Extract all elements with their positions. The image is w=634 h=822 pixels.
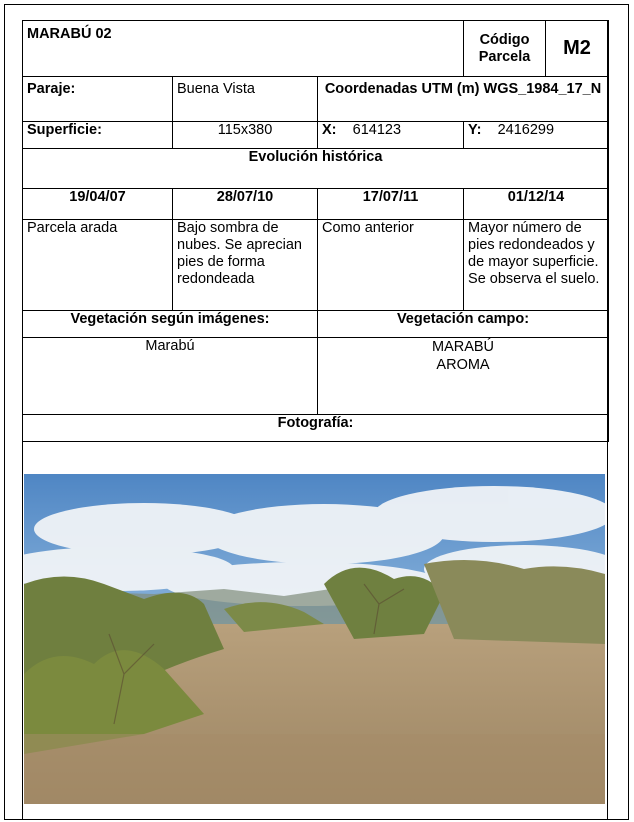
vegetation-images-label: Vegetación según imágenes: [23, 311, 318, 338]
plot-title: MARABÚ 02 [23, 21, 464, 77]
vegetation-field-label: Vegetación campo: [318, 311, 609, 338]
history-note: Parcela arada [23, 220, 173, 311]
vegetation-images-value: Marabú [23, 338, 318, 415]
history-title: Evolución histórica [23, 149, 609, 189]
history-date: 19/04/07 [23, 189, 173, 220]
coords-label: Coordenadas UTM (m) WGS_1984_17_N [318, 77, 609, 122]
paraje-label: Paraje: [23, 77, 173, 122]
history-note: Mayor número de pies redondeados y de mayor superficie. Se observa el suelo. [464, 220, 609, 311]
landscape-photo [24, 474, 605, 804]
surface-value: 115x380 [173, 122, 318, 149]
plot-code-value: M2 [546, 21, 609, 77]
history-date: 01/12/14 [464, 189, 609, 220]
y-coordinate [464, 122, 609, 149]
field-photo [24, 474, 605, 804]
surface-label: Superficie: [23, 122, 173, 149]
vegetation-field-item: AROMA [436, 357, 490, 373]
plot-code-label: Código Parcela [464, 21, 546, 77]
vegetation-field-item: MARABÚ [431, 339, 495, 355]
history-date: 28/07/10 [173, 189, 318, 220]
x-coordinate [318, 122, 464, 149]
history-note: Como anterior [318, 220, 464, 311]
photo-label: Fotografía: [23, 415, 609, 442]
x-label: X: [322, 122, 337, 138]
x-value: 614123 [352, 122, 402, 138]
history-date: 17/07/11 [318, 189, 464, 220]
plot-record-card [22, 20, 609, 442]
vegetation-field-values [318, 338, 609, 415]
y-label: Y: [468, 122, 482, 138]
paraje-value: Buena Vista [173, 77, 318, 122]
history-note: Bajo sombra de nubes. Se aprecian pies de forma redondeada [173, 220, 318, 311]
y-value: 2416299 [497, 122, 555, 138]
